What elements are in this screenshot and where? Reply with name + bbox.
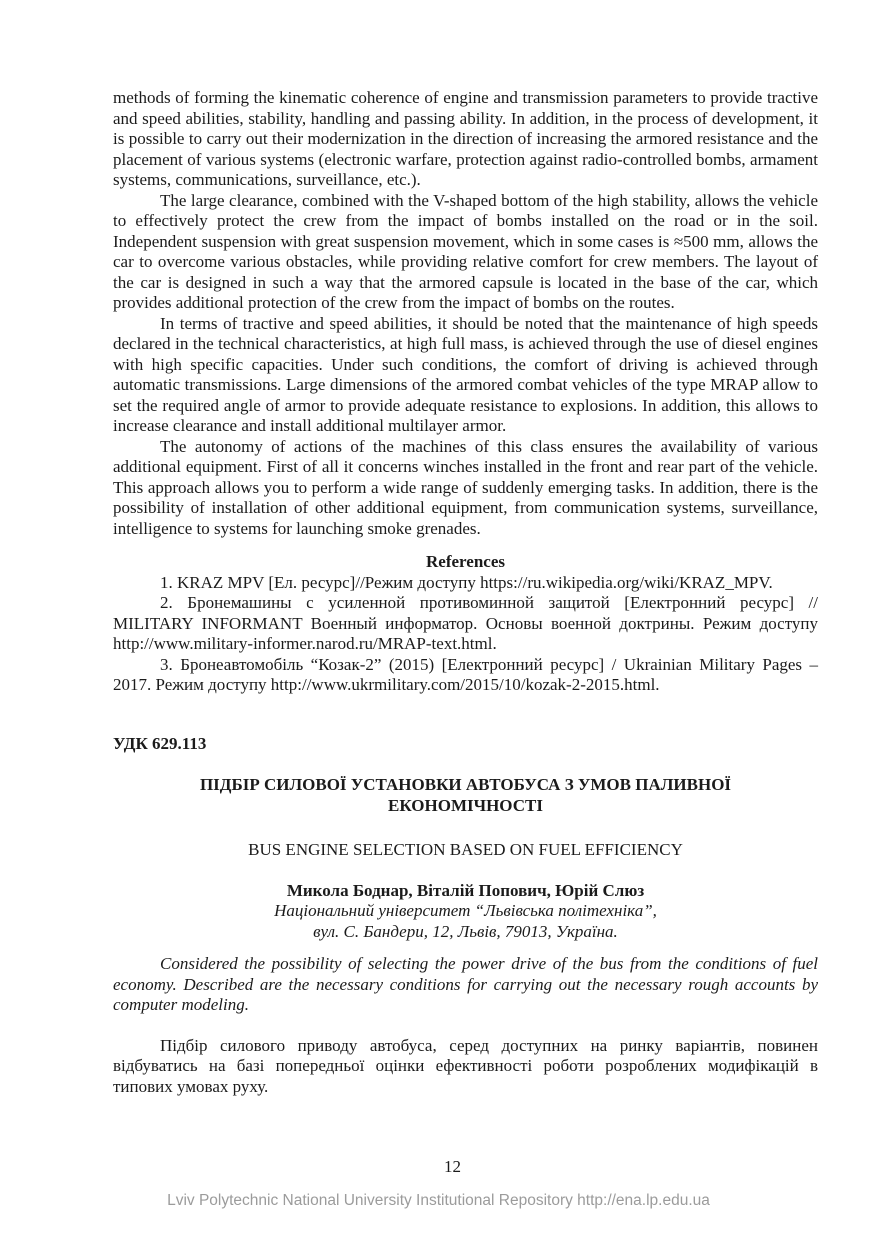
abstract-paragraph: Considered the possibility of selecting the power drive of the bus from the conditions of fuel economy. Described are the necessary conditions for carrying out the necessary rough accounts by computer modeling. — [113, 954, 818, 1014]
article-title-english: BUS ENGINE SELECTION BASED ON FUEL EFFICIENCY — [248, 840, 683, 859]
page-number: 12 — [444, 1157, 461, 1176]
udc-code: УДК 629.113 — [113, 733, 207, 753]
body-paragraph: In terms of tractive and speed abilities, it should be noted that the maintenance of high speeds declared in the technical characteristics, at high full mass, is achieved through the use of diesel engines with high specific capacities. Under such conditions, the comfort of driving is achieved through automatic transmissions. Large dimensions of the armored combat vehicles of the type MRAP allow to set the required angle of armor to provide adequate resistance to explosions. In addition, this allows to increase clearance and install additional multilayer armor. — [113, 313, 818, 435]
body-paragraph: methods of forming the kinematic coherence of engine and transmission parameters to provide tractive and speed abilities, stability, handling and passing ability. In addition, in the process of development, it is possible to carry out their modernization in the direction of increasing the armored resistance and the placement of various systems (electronic warfare, protection against radio-controlled bombs, armament systems, communications, surveillance, etc.). — [113, 88, 818, 189]
body-paragraph: The autonomy of actions of the machines of this class ensures the availability of various additional equipment. First of all it concerns winches installed in the front and rear part of the vehicle. This approach allows you to perform a wide range of suddenly emerging tasks. In addition, there is the possibility of installation of other additional equipment, from communication systems, surveillance, intelligence to systems for launching smoke grenades. — [113, 436, 818, 538]
affiliation-line-1: Національний університет “Львівська політехніка”, — [274, 901, 657, 920]
page-content — [113, 0, 818, 1097]
references-heading: References — [426, 552, 505, 571]
affiliation-line-2: вул. С. Бандери, 12, Львів, 79013, Україна. — [313, 921, 618, 941]
authors-line: Микола Боднар, Віталій Попович, Юрій Слюз — [286, 880, 645, 900]
reference-item: 3. Бронеавтомобіль “Козак-2” (2015) [Електронний ресурс] / Ukrainian Military Pages – 2017. Режим доступу http://www.ukrmilitary.com/2015/10/kozak-2-2015.html. — [113, 654, 818, 694]
intro-paragraph: Підбір силового приводу автобуса, серед доступних на ринку варіантів, повинен відбуватись на базі попередньої оцінки ефективності роботи розроблених модифікацій в типових умовах руху. — [113, 1035, 818, 1096]
reference-item: 1. KRAZ MPV [Ел. ресурс]//Режим доступу https://ru.wikipedia.org/wiki/KRAZ_MPV. — [160, 572, 773, 592]
body-paragraph: The large clearance, combined with the V-shaped bottom of the high stability, allows the vehicle to effectively protect the crew from the impact of bombs installed on the road or in the soil. Independent suspension with great suspension movement, which in some cases is ≈500 mm, allows the car to overcome various obstacles, while providing relative comfort for crew members. The layout of the car is designed in such a way that the armored capsule is located in the base of the car, which provides additional protection of the crew from the impact of bombs on the routes. — [113, 190, 818, 312]
repository-footer: Lviv Polytechnic National University Institutional Repository http://ena.lp.edu.ua — [167, 1192, 710, 1209]
article-title-ukrainian: ПІДБІР СИЛОВОЇ УСТАНОВКИ АВТОБУСА З УМОВ ПАЛИВНОЇ ЕКОНОМІЧНОСТІ — [199, 775, 732, 815]
reference-item: 2. Бронемашины с усиленной противоминной защитой [Електронний ресурс] // MILITARY INFORMANT Военный информатор. Основы военной доктрины. Режим доступу http://www.military-informer.narod.ru/MRAP-text.html. — [113, 593, 818, 653]
